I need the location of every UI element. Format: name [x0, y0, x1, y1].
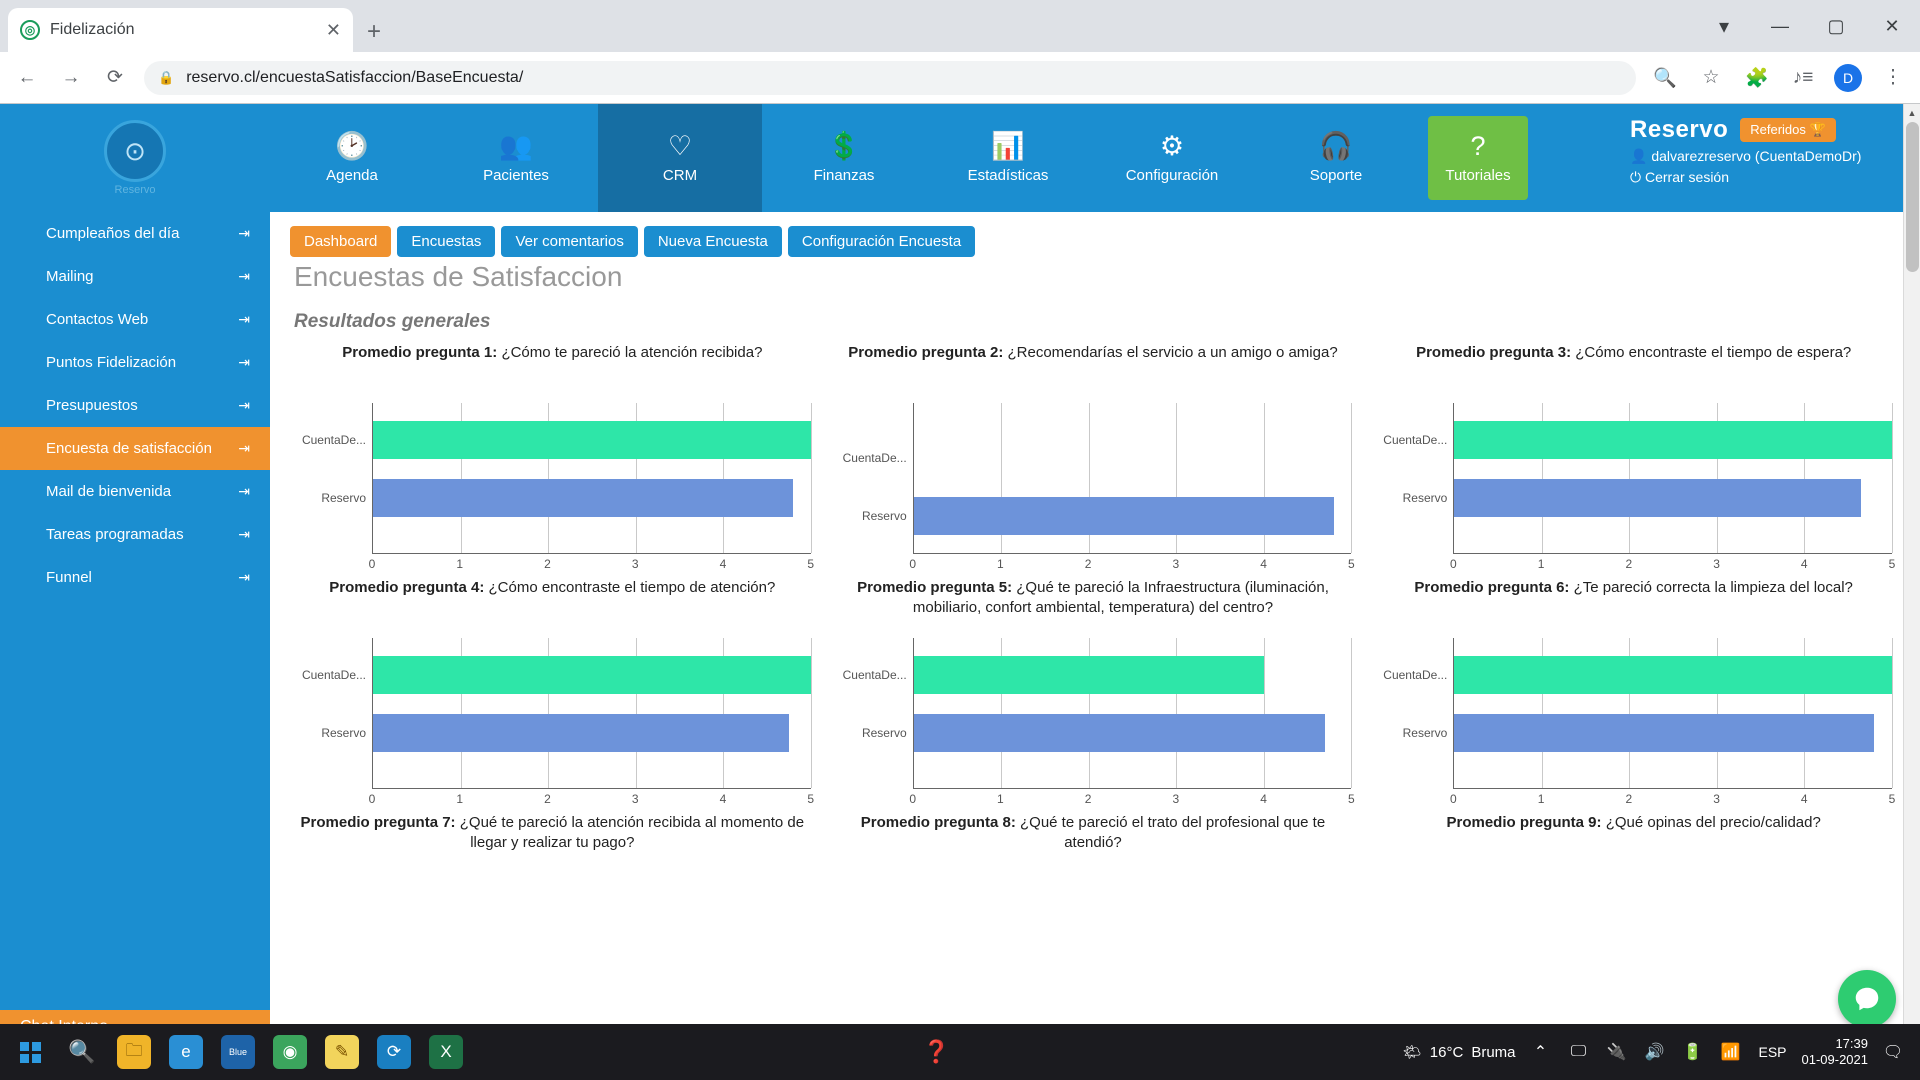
x-tick-label: 1 — [456, 557, 464, 571]
x-tick-label: 5 — [1347, 792, 1355, 806]
chart-title-prefix: Promedio pregunta 3: — [1416, 344, 1572, 361]
nav-label: Estadísticas — [967, 166, 1049, 184]
sidebar-item-label: Funnel — [46, 569, 92, 586]
arrow-right-icon: ⇥ — [238, 397, 250, 413]
chart-card-3 — [1371, 343, 1896, 578]
bar-cuentademo — [1454, 421, 1892, 459]
tab-encuestas[interactable]: Encuestas — [397, 226, 495, 257]
address-bar-url: reservo.cl/encuestaSatisfaccion/BaseEncuesta/ — [186, 68, 524, 86]
y-axis-labels — [294, 638, 372, 788]
scrollbar-thumb[interactable] — [1906, 122, 1919, 272]
x-tick-label: 0 — [368, 792, 376, 806]
maximize-button[interactable]: ▢ — [1827, 15, 1845, 36]
gear-icon: ⚙ — [1159, 130, 1185, 161]
chart-title-4 — [294, 578, 811, 620]
bar-reservo — [373, 714, 789, 752]
nav-label: Agenda — [326, 166, 378, 184]
clock-date: 01-09-2021 — [1801, 1052, 1868, 1067]
tab-favicon-icon: ◎ — [20, 20, 40, 40]
nav-item-finanzas[interactable] — [762, 104, 926, 212]
x-tick-label: 3 — [1713, 792, 1720, 806]
x-tick-label: 1 — [997, 557, 1004, 571]
chart-title-prefix: Promedio pregunta 1: — [342, 344, 498, 361]
chart-title-text: ¿Qué te pareció la atención recibida al momento de llegar y realizar tu pago? — [459, 814, 805, 852]
bookmark-star-icon[interactable]: ☆ — [1702, 67, 1720, 88]
username-label — [1630, 148, 1906, 165]
chart-title-8 — [835, 813, 1352, 855]
weather-temp: 16°C — [1429, 1043, 1464, 1061]
x-tick-label: 3 — [1172, 792, 1180, 806]
x-tick-label: 2 — [544, 792, 551, 806]
referrals-button[interactable]: Referidos 🏆 — [1740, 118, 1835, 142]
x-tick-label: 2 — [544, 557, 551, 571]
x-tick-label: 2 — [1084, 792, 1092, 806]
x-tick-label: 5 — [1888, 792, 1896, 806]
page-title: Encuestas de Satisfaccion — [294, 261, 623, 292]
chart-title-2 — [835, 343, 1352, 385]
app-logo[interactable] — [0, 104, 270, 212]
chart-title-prefix: Promedio pregunta 4: — [329, 579, 485, 596]
file-explorer-icon[interactable]: 🗀 — [110, 1028, 158, 1076]
chart-card-6 — [1371, 578, 1896, 813]
x-tick-label: 3 — [631, 792, 639, 806]
bar-chart-4 — [294, 638, 814, 813]
taskbar-search-icon[interactable]: 🔍 — [68, 1039, 96, 1064]
bar-chart-1 — [294, 403, 814, 578]
taskbar-left — [6, 1028, 470, 1076]
y-axis-labels — [1375, 638, 1453, 788]
sidebar-item-cumpleanos[interactable] — [0, 212, 270, 255]
chart-title-text: ¿Qué te pareció el trato del profesional que te atendió? — [1020, 814, 1326, 852]
nav-label: CRM — [662, 166, 698, 184]
bar-chart-6 — [1375, 638, 1896, 813]
y-tick-label: Reservo — [861, 726, 907, 740]
arrow-right-icon: ⇥ — [238, 526, 250, 542]
y-tick-label: CuentaDe... — [301, 433, 366, 447]
nav-item-tutoriales[interactable] — [1428, 116, 1528, 200]
sidebar-item-contactos-web[interactable] — [0, 298, 270, 341]
volume-icon[interactable]: 🔊 — [1644, 1044, 1665, 1061]
chart-title-9 — [1375, 813, 1892, 855]
intercom-chat-icon[interactable] — [1838, 970, 1896, 1028]
chart-card-9 — [1371, 813, 1896, 873]
y-axis-labels — [294, 403, 372, 553]
address-bar[interactable] — [144, 61, 1636, 95]
x-tick-label: 2 — [1625, 792, 1633, 806]
power-icon: ⏻ — [1630, 169, 1642, 185]
x-tick-label: 4 — [1260, 557, 1267, 571]
arrow-right-icon: ⇥ — [238, 268, 250, 284]
chart-title-prefix: Promedio pregunta 5: — [857, 579, 1013, 596]
bar-chart-5 — [835, 638, 1355, 813]
logo-icon: ⊙ — [104, 120, 166, 182]
x-tick-label: 5 — [807, 557, 814, 571]
sidebar — [0, 212, 270, 1044]
y-tick-label: CuentaDe... — [842, 668, 907, 682]
nav-label: Soporte — [1309, 166, 1363, 184]
people-icon: 👥 — [499, 130, 533, 161]
tab-ver-comentarios[interactable]: Ver comentarios — [501, 226, 637, 257]
y-tick-label: Reservo — [1402, 491, 1448, 505]
nav-item-pacientes[interactable] — [434, 104, 598, 212]
x-tick-label: 3 — [631, 557, 639, 571]
plot-area — [913, 638, 1352, 788]
page-viewport — [0, 104, 1920, 1044]
lock-icon: 🔒 — [158, 69, 175, 85]
arrow-right-icon: ⇥ — [238, 311, 250, 327]
browser-menu-icon[interactable]: ⋮ — [1883, 67, 1903, 88]
y-tick-label: Reservo — [861, 509, 907, 523]
sidebar-item-label: Cumpleaños del día — [46, 225, 180, 242]
chrome-icon[interactable]: ◉ — [266, 1028, 314, 1076]
tab-dashboard[interactable]: Dashboard — [290, 226, 391, 257]
sidebar-item-label: Encuesta de satisfacción — [46, 440, 212, 457]
x-tick-label: 4 — [719, 792, 727, 806]
tab-title: Fidelización — [50, 21, 135, 38]
tab-configuracion-encuesta[interactable]: Configuración Encuesta — [788, 226, 975, 257]
x-tick-label: 4 — [719, 557, 727, 571]
chart-title-text: ¿Qué te pareció la Infraestructura (iluminación, mobiliario, confort ambiental, temperatura) del centro? — [912, 579, 1329, 617]
chart-title-text: ¿Cómo encontraste el tiempo de espera? — [1575, 344, 1852, 361]
y-axis-labels — [835, 638, 913, 788]
content-tabbar — [290, 226, 1896, 257]
sidebar-item-label: Mail de bienvenida — [46, 483, 172, 500]
x-tick-label: 1 — [997, 792, 1004, 806]
x-tick-label: 4 — [1800, 792, 1808, 806]
chart-card-2 — [831, 343, 1356, 578]
section-title: Resultados generales — [294, 311, 491, 332]
sidebar-item-funnel[interactable] — [0, 556, 270, 599]
browser-tab[interactable] — [8, 8, 353, 52]
chart-title-text: ¿Cómo te pareció la atención recibida? — [501, 344, 763, 361]
topnav-items — [270, 104, 1620, 212]
x-tick-label: 5 — [807, 792, 814, 806]
scroll-up-icon[interactable]: ▲ — [1907, 107, 1917, 118]
logout-label: Cerrar sesión — [1644, 169, 1729, 185]
sidebar-item-puntos-fidelizacion[interactable] — [0, 341, 270, 384]
media-list-icon[interactable]: ♪≡ — [1792, 66, 1814, 88]
main-content — [270, 212, 1920, 1044]
nav-item-soporte[interactable] — [1254, 104, 1418, 212]
plot-area — [372, 403, 811, 553]
x-axis-labels — [909, 789, 1355, 809]
chart-title-text: ¿Cómo encontraste el tiempo de atención? — [488, 579, 776, 596]
bar-reservo — [914, 497, 1334, 535]
arrow-right-icon: ⇥ — [238, 225, 250, 241]
sidebar-item-label: Tareas programadas — [46, 526, 184, 543]
plot-area — [1453, 638, 1892, 788]
x-tick-label: 1 — [1537, 557, 1545, 571]
nav-item-agenda[interactable] — [270, 104, 434, 212]
x-axis-labels — [909, 554, 1355, 574]
back-icon[interactable]: ← — [17, 66, 37, 88]
close-icon[interactable]: ✕ — [325, 20, 341, 40]
x-axis-labels — [1449, 789, 1896, 809]
user-panel — [1620, 104, 1920, 212]
x-tick-label: 0 — [1449, 792, 1457, 806]
browser-toolbar — [0, 52, 1920, 104]
sidebar-item-tareas-programadas[interactable] — [0, 513, 270, 556]
reload-icon[interactable]: ⟳ — [107, 67, 123, 88]
language-indicator[interactable]: ESP — [1758, 1044, 1787, 1060]
user-icon: 👤 — [1630, 148, 1648, 164]
chevron-down-icon[interactable]: ▾ — [1718, 15, 1730, 38]
bar-chart-3 — [1375, 403, 1896, 578]
y-tick-label: Reservo — [1402, 726, 1448, 740]
chart-title-3 — [1375, 343, 1892, 385]
bar-cuentademo — [373, 421, 811, 459]
chart-title-prefix: Promedio pregunta 9: — [1446, 814, 1602, 831]
x-tick-label: 3 — [1172, 557, 1180, 571]
x-tick-label: 5 — [1888, 557, 1896, 571]
x-tick-label: 0 — [368, 557, 376, 571]
windows-taskbar — [0, 1024, 1920, 1080]
windows-start-icon[interactable] — [6, 1028, 54, 1076]
arrow-right-icon: ⇥ — [238, 440, 250, 456]
browser-tabstrip — [0, 0, 1920, 52]
extensions-puzzle-icon[interactable]: 🧩 — [1745, 67, 1769, 89]
help-icon[interactable]: ❓ — [922, 1039, 951, 1064]
bar-reservo — [1454, 479, 1861, 517]
x-tick-label: 4 — [1800, 557, 1808, 571]
sidebar-item-label: Contactos Web — [46, 311, 149, 328]
window-controls — [1696, 0, 1920, 52]
clock-time: 17:39 — [1835, 1035, 1868, 1051]
toolbar-actions — [1650, 63, 1908, 93]
taskbar-clock[interactable] — [1802, 1036, 1869, 1069]
bar-cuentademo — [914, 656, 1264, 694]
notes-icon[interactable]: ✎ — [318, 1028, 366, 1076]
chart-title-text: ¿Te pareció correcta la limpieza del local? — [1573, 579, 1853, 596]
sidebar-item-label: Presupuestos — [46, 397, 138, 414]
minimize-button[interactable]: — — [1771, 15, 1789, 36]
weather-widget[interactable] — [1403, 1043, 1516, 1061]
page-body — [0, 212, 1920, 1044]
x-tick-label: 2 — [1625, 557, 1633, 571]
x-axis-labels — [368, 789, 814, 809]
brand-name: Reservo — [1630, 116, 1729, 143]
arrow-right-icon: ⇥ — [238, 569, 250, 585]
monitor-icon[interactable]: 🖵 — [1570, 1043, 1587, 1060]
tab-nueva-encuesta[interactable]: Nueva Encuesta — [644, 226, 782, 257]
weather-desc: Bruma — [1471, 1043, 1516, 1061]
y-tick-label: CuentaDe... — [1383, 668, 1448, 682]
bar-chart-2 — [835, 403, 1355, 578]
y-tick-label: Reservo — [321, 491, 366, 505]
battery-icon[interactable]: 🔋 — [1682, 1044, 1703, 1061]
username-text: dalvarezreservo (CuentaDemoDr) — [1651, 148, 1862, 164]
money-icon: 💲 — [827, 130, 861, 161]
chart-title-5 — [835, 578, 1352, 620]
chart-title-text: ¿Qué opinas del precio/calidad? — [1605, 814, 1821, 831]
sidebar-item-label: Mailing — [46, 268, 94, 285]
y-tick-label: CuentaDe... — [301, 668, 366, 682]
teamviewer-icon[interactable]: ⟳ — [370, 1028, 418, 1076]
y-tick-label: CuentaDe... — [1383, 433, 1448, 447]
cloud-sun-icon: 🌤 — [1402, 1044, 1422, 1061]
chart-icon: 📊 — [991, 130, 1025, 161]
forward-icon[interactable]: → — [61, 66, 81, 88]
x-tick-label: 0 — [1449, 557, 1457, 571]
sidebar-item-label: Puntos Fidelización — [46, 354, 177, 371]
edge-icon[interactable]: e — [162, 1028, 210, 1076]
plot-area — [913, 403, 1352, 553]
chart-title-6 — [1375, 578, 1892, 620]
logo-subtitle: Reservo — [114, 184, 156, 196]
bar-reservo — [373, 479, 793, 517]
x-axis-labels — [1449, 554, 1896, 574]
sidebar-item-mail-bienvenida[interactable] — [0, 470, 270, 513]
nav-label: Finanzas — [813, 166, 875, 184]
x-tick-label: 4 — [1260, 792, 1267, 806]
chart-card-5 — [831, 578, 1356, 813]
nav-label: Tutoriales — [1445, 166, 1511, 184]
chart-title-prefix: Promedio pregunta 2: — [848, 344, 1004, 361]
y-tick-label: Reservo — [321, 726, 366, 740]
app-topnav — [0, 104, 1920, 212]
x-axis-labels — [368, 554, 814, 574]
x-tick-label: 5 — [1347, 557, 1355, 571]
bar-reservo — [1454, 714, 1874, 752]
logout-button[interactable] — [1630, 169, 1906, 186]
x-tick-label: 1 — [456, 792, 464, 806]
chart-title-1 — [294, 343, 811, 385]
plot-area — [1453, 403, 1892, 553]
nav-label: Configuración — [1125, 166, 1219, 184]
avatar[interactable]: D — [1834, 64, 1862, 92]
bar-reservo — [914, 714, 1325, 752]
tray-expand-icon[interactable]: ⌃ — [1533, 1044, 1548, 1061]
page-scrollbar[interactable] — [1903, 104, 1920, 1044]
new-tab-button[interactable]: + — [367, 18, 382, 45]
nav-item-estadisticas[interactable] — [926, 104, 1090, 212]
nav-item-crm[interactable] — [598, 104, 762, 212]
y-tick-label: CuentaDe... — [842, 451, 907, 465]
chart-title-text: ¿Recomendarías el servicio a un amigo o amiga? — [1007, 344, 1338, 361]
usb-icon[interactable]: 🔌 — [1606, 1044, 1627, 1061]
notification-icon[interactable]: 🗨 — [1882, 1044, 1904, 1061]
bar-cuentademo — [373, 656, 811, 694]
sidebar-item-encuesta-satisfaccion[interactable] — [0, 427, 270, 470]
x-tick-label: 0 — [909, 557, 916, 571]
chart-card-7 — [290, 813, 815, 873]
nav-label: Pacientes — [483, 166, 549, 184]
chart-title-prefix: Promedio pregunta 8: — [860, 814, 1016, 831]
chart-title-prefix: Promedio pregunta 7: — [300, 814, 456, 831]
chart-title-prefix: Promedio pregunta 6: — [1414, 579, 1570, 596]
x-tick-label: 3 — [1713, 557, 1720, 571]
wifi-icon[interactable]: 📶 — [1720, 1044, 1741, 1061]
arrow-right-icon: ⇥ — [238, 354, 250, 370]
question-icon: ? — [1470, 130, 1486, 161]
y-axis-labels — [1375, 403, 1453, 553]
x-tick-label: 1 — [1537, 792, 1545, 806]
chart-card-1 — [290, 343, 815, 578]
excel-icon[interactable]: X — [422, 1028, 470, 1076]
chart-title-7 — [294, 813, 811, 855]
arrow-right-icon: ⇥ — [238, 483, 250, 499]
taskbar-center — [470, 1028, 1403, 1076]
y-axis-labels — [835, 403, 913, 553]
chart-card-8 — [831, 813, 1356, 873]
plot-area — [372, 638, 811, 788]
headset-icon: 🎧 — [1319, 130, 1353, 161]
taskbar-tray — [1403, 1036, 1914, 1069]
bar-cuentademo — [1454, 656, 1892, 694]
close-window-button[interactable]: ✕ — [1884, 15, 1900, 36]
x-tick-label: 2 — [1084, 557, 1092, 571]
sidebar-item-mailing[interactable] — [0, 255, 270, 298]
chart-card-4 — [290, 578, 815, 813]
clock-icon: 🕑 — [335, 130, 369, 161]
blue-app-icon[interactable]: Blue — [214, 1028, 262, 1076]
x-tick-label: 0 — [909, 792, 916, 806]
zoom-search-icon[interactable]: 🔍 — [1653, 67, 1677, 89]
nav-item-configuracion[interactable] — [1090, 104, 1254, 212]
heart-icon: ♡ — [667, 130, 693, 161]
sidebar-item-presupuestos[interactable] — [0, 384, 270, 427]
charts-grid — [290, 343, 1896, 873]
